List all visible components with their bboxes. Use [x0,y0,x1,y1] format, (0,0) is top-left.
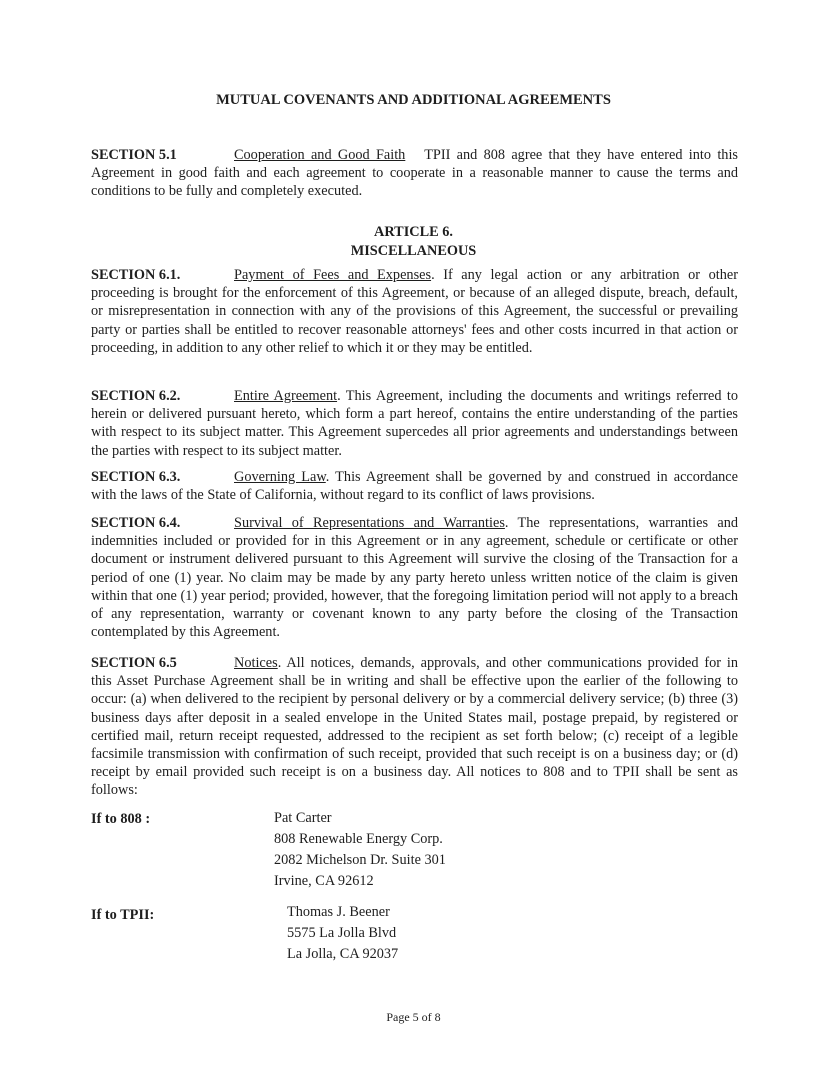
section-6-5 [91,654,738,800]
section-text: . This Agreement, including the documents and writings referred to herein or delivered pursuant hereto, which form a part hereof, contains the entire understanding of the parties with respect to its subject matter. This Agreement supercedes all prior agreements and understandings between the parties with respect to its subject matter. [91,388,738,459]
section-heading: Cooperation and Good Faith [234,147,406,163]
section-heading: Entire Agreement [234,388,338,404]
address-line: Pat Carter [274,810,332,826]
article-title: MISCELLANEOUS [350,242,477,259]
section-5-1 [91,146,738,201]
section-number: SECTION 6.1. [91,267,181,283]
section-heading: Payment of Fees and Expenses [234,267,432,283]
address-line: Thomas J. Beener [287,904,390,920]
section-6-3 [91,468,738,504]
section-6-4 [91,514,738,641]
section-text: . All notices, demands, approvals, and other communications provided for in this Asset Purchase Agreement shall be in writing and shall be effective upon the earlier of the following to occur: (a) when delivered to the recipient by personal delivery or by a commercial delivery service; (b) three (3) business days after deposit in a sealed envelope in the United States mail, postage prepaid, by registered or certified mail, return receipt requested, addressed to the recipient as set forth below; (c) receipt of a legible facsimile transmission with confirmation of such receipt, provided that such receipt is on a business day; or (d) receipt by email provided such receipt is on a business day. All notices to 808 and to TPII shall be sent as follows: [91,655,738,799]
address-line: Irvine, CA 92612 [274,873,374,889]
section-number: SECTION 6.4. [91,515,181,531]
address-line: 5575 La Jolla Blvd [287,925,397,941]
section-6-2 [91,387,738,460]
article-number: ARTICLE 6. [374,224,453,240]
article-heading [0,223,827,260]
address-line: 808 Renewable Energy Corp. [274,831,443,847]
section-text: TPII and 808 agree that they have entered into this Agreement in good faith and each agreement to cooperate in a reasonable manner to cause the terms and conditions to be fully and completely executed. [91,147,738,200]
section-number: SECTION 6.5 [91,655,177,671]
page-number: Page 5 of 8 [386,1010,441,1024]
section-text: . If any legal action or any arbitration or other proceeding is brought for the enforcement of this Agreement, or because of an alleged dispute, breach, default, or misrepresentation in connection with any of the provisions of this Agreement, the successful or prevailing party or parties shall be entitled to recover reasonable attorneys' fees and other costs incurred in that action or proceeding, in addition to any other relief to which it or they may be entitled. [91,267,738,356]
page-title: MUTUAL COVENANTS AND ADDITIONAL AGREEMENTS [216,92,611,108]
section-heading: Survival of Representations and Warranties [234,515,505,531]
section-number: SECTION 6.3. [91,469,181,485]
address-line: La Jolla, CA 92037 [287,946,399,962]
address-line: 2082 Michelson Dr. Suite 301 [274,852,446,868]
section-text: . The representations, warranties and indemnities included or provided for in this Agreement or in any agreement, schedule or certificate or other document or instrument delivered pursuant to this Agreement will survive the closing of the Transaction for a period of one (1) year. No claim may be made by any party hereto unless written notice of the claim is given within that one (1) year period; provided, however, that the foregoing limitation period will not apply to a breach of any representation, warranty or covenant known to any party before the closing of the Transaction contemplated by this Agreement. [91,515,738,641]
section-heading: Governing Law [234,469,326,485]
section-text: . This Agreement shall be governed by and construed in accordance with the laws of the State of California, without regard to its conflict of laws provisions. [91,469,739,504]
section-6-1 [91,266,738,357]
notice-808-address [274,808,446,892]
notice-tpii-label: If to TPII: [91,907,155,923]
notice-808-label: If to 808 : [91,811,151,827]
section-heading: Notices [234,655,278,671]
section-number: SECTION 6.2. [91,388,181,404]
section-number: SECTION 5.1 [91,147,177,163]
notice-tpii-address [287,902,398,965]
